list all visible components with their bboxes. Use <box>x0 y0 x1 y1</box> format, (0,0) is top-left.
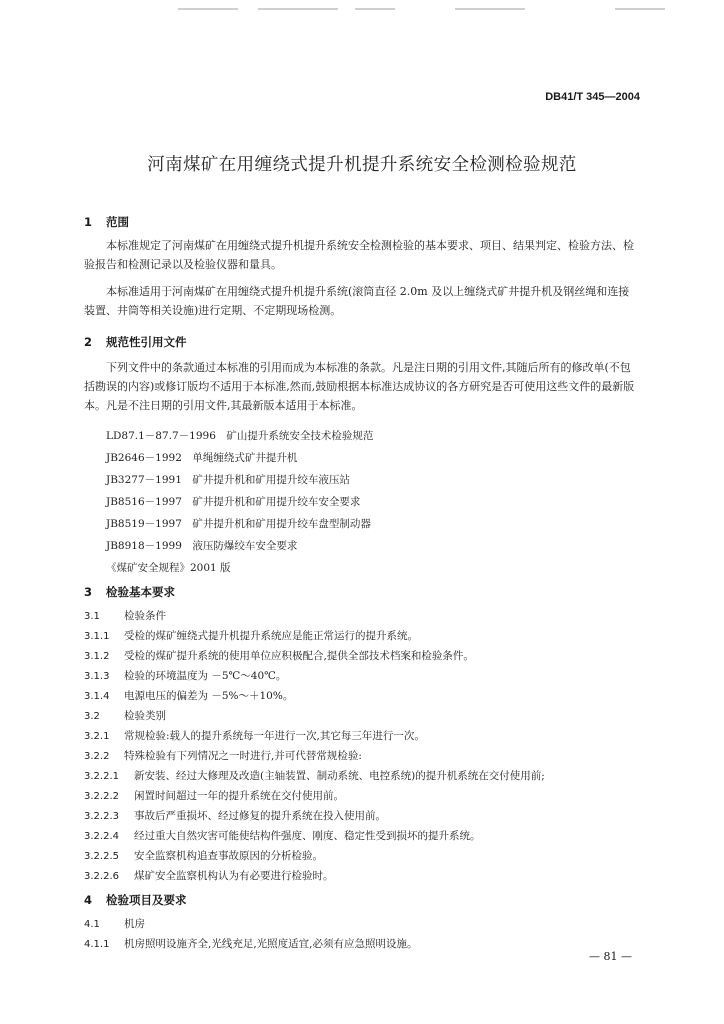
clause-text: 机房 <box>124 918 145 930</box>
section-heading-normative-references <box>84 334 187 350</box>
clause-item <box>84 728 425 743</box>
clause-number: 3.2.2.6 <box>84 871 119 882</box>
clause-text: 事故后严重损坏、经过修复的提升系统在投入使用前。 <box>134 810 386 822</box>
scope-paragraph-1: 本标准规定了河南煤矿在用缠绕式提升机提升系统安全检测检验的基本要求、项目、结果判定、检验方法、检验报告和检测记录以及检验仪器和量具。 <box>84 239 634 271</box>
clause-item <box>84 648 474 663</box>
clause-item <box>84 848 323 863</box>
scope-paragraph-2: 本标准适用于河南煤矿在用缠绕式提升机提升系统(滚筒直径 2.0m 及以上缠绕式矿井提升机及钢丝绳和连接装置、井筒等相关设施)进行定期、不定期现场检测。 <box>84 285 630 317</box>
clause-number: 3.2.2.3 <box>84 811 119 822</box>
clause-number: 3.1.2 <box>84 651 110 662</box>
clause-number: 4.1 <box>84 919 100 930</box>
clause-text: 机房照明设施齐全,光线充足,光照度适宜,必须有应急照明设施。 <box>124 938 418 950</box>
clause-item <box>84 868 334 883</box>
clause-text: 受检的煤矿缠绕式提升机提升系统应是能正常运行的提升系统。 <box>124 630 418 642</box>
clause-number: 3.2.1 <box>84 731 110 742</box>
reference-item: JB2646－1992 单绳缠绕式矿井提升机 <box>106 452 298 464</box>
reference-item: 《煤矿安全规程》2001 版 <box>106 562 231 574</box>
clause-text: 安全监察机构追查事故原因的分析检验。 <box>134 850 323 862</box>
standard-code: DB41/T 345—2004 <box>545 91 640 103</box>
section-title: 检验项目及要求 <box>106 893 187 907</box>
section-title: 范围 <box>106 215 129 229</box>
reference-item: JB8519－1997 矿井提升机和矿用提升绞车盘型制动器 <box>106 518 371 530</box>
clause-item <box>84 916 145 931</box>
clause-item <box>84 808 386 823</box>
document-title: 河南煤矿在用缠绕式提升机提升系统安全检测检验规范 <box>147 155 577 175</box>
clause-number: 3.1.3 <box>84 671 110 682</box>
clause-item <box>84 788 344 803</box>
section-number: 1 <box>84 215 93 229</box>
scan-artifact <box>615 8 665 10</box>
clause-text: 电源电压的偏差为 －5%～＋10%。 <box>124 690 294 702</box>
reference-item: JB8516－1997 矿井提升机和矿用提升绞车安全要求 <box>106 496 361 508</box>
scan-artifact <box>455 8 525 10</box>
clause-number: 3.1.4 <box>84 691 110 702</box>
clause-item <box>84 668 286 683</box>
clause-number: 4.1.1 <box>84 939 110 950</box>
clause-number: 3.1.1 <box>84 631 110 642</box>
clause-number: 3.1 <box>84 611 100 622</box>
clause-text: 闲置时间超过一年的提升系统在交付使用前。 <box>134 790 344 802</box>
clause-text: 经过重大自然灾害可能使结构件强度、刚度、稳定性受到损坏的提升系统。 <box>134 830 481 842</box>
clause-item <box>84 608 166 623</box>
clause-item <box>84 708 166 723</box>
reference-item: JB8918－1999 液压防爆绞车安全要求 <box>106 540 298 552</box>
section-title: 检验基本要求 <box>106 585 175 599</box>
reference-item: LD87.1－87.7－1996 矿山提升系统安全技术检验规范 <box>106 430 374 442</box>
scan-artifact <box>355 8 395 10</box>
clause-number: 3.2.2.5 <box>84 851 119 862</box>
references-paragraph: 下列文件中的条款通过本标准的引用而成为本标准的条款。凡是注日期的引用文件,其随后所有的修改单(不包括勘误的内容)或修订版均不适用于本标准,然而,鼓励根据本标准达成协议的各方研究是否可使用这些文件的最新版本。凡是不注日期的引用文件,其最新版本适用于本标准。 <box>84 361 635 412</box>
clause-text: 新安装、经过大修理及改造(主轴装置、制动系统、电控系统)的提升机系统在交付使用前; <box>134 770 545 782</box>
clause-number: 3.2 <box>84 711 100 722</box>
reference-item: JB3277－1991 矿井提升机和矿用提升绞车液压站 <box>106 474 350 486</box>
clause-item <box>84 628 418 643</box>
clause-number: 3.2.2.4 <box>84 831 119 842</box>
section-heading-scope <box>84 214 129 230</box>
section-heading-basic-requirements <box>84 584 175 600</box>
section-number: 3 <box>84 585 93 599</box>
section-number: 2 <box>84 335 93 349</box>
clause-text: 检验类别 <box>124 710 166 722</box>
clause-number: 3.2.2.2 <box>84 791 119 802</box>
clause-text: 受检的煤矿提升系统的使用单位应积极配合,提供全部技术档案和检验条件。 <box>124 650 474 662</box>
clause-text: 常规检验:载人的提升系统每一年进行一次,其它每三年进行一次。 <box>124 730 425 742</box>
clause-text: 检验条件 <box>124 610 166 622</box>
clause-number: 3.2.2.1 <box>84 771 119 782</box>
clause-item <box>84 748 362 763</box>
clause-text: 检验的环境温度为 －5℃～40℃。 <box>124 670 287 682</box>
clause-item <box>84 828 481 843</box>
clause-item <box>84 936 418 951</box>
scan-artifact <box>178 8 238 10</box>
page-number: — 81 — <box>589 950 632 963</box>
section-heading-inspection-items <box>84 892 187 908</box>
clause-item <box>84 768 545 783</box>
scan-artifact <box>258 8 338 10</box>
section-title: 规范性引用文件 <box>106 335 187 349</box>
clause-text: 特殊检验有下列情况之一时进行,并可代替常规检验: <box>124 750 362 762</box>
section-number: 4 <box>84 893 93 907</box>
clause-item <box>84 688 293 703</box>
clause-text: 煤矿安全监察机构认为有必要进行检验时。 <box>134 870 334 882</box>
clause-number: 3.2.2 <box>84 751 110 762</box>
